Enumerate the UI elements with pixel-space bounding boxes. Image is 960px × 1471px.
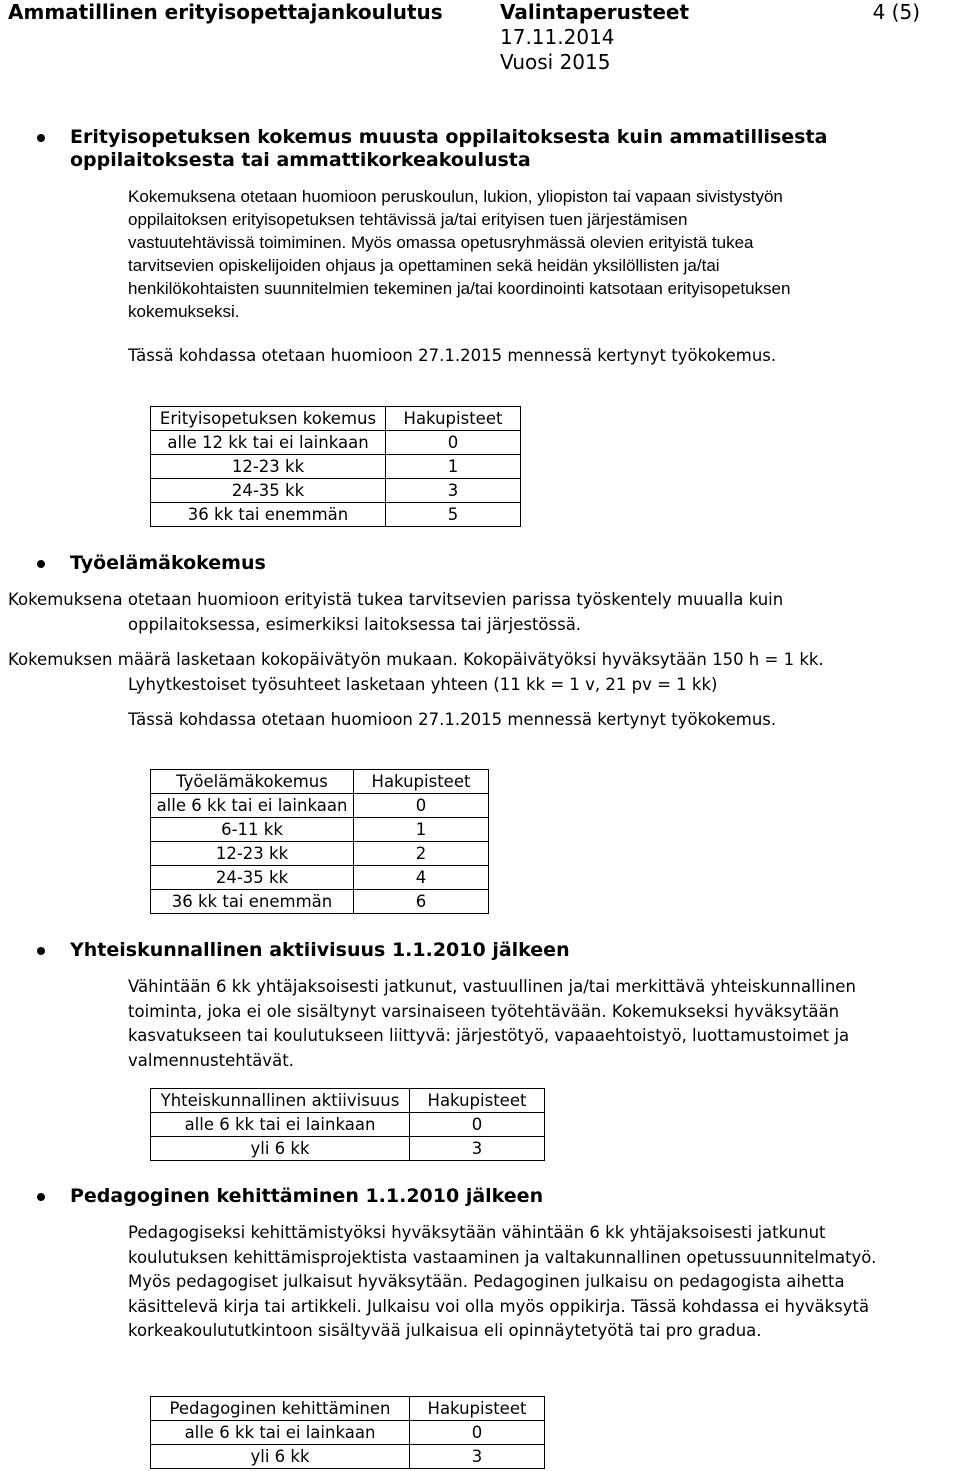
section-3-paragraph bbox=[128, 975, 956, 1073]
table-row bbox=[151, 818, 489, 842]
section-2-paragraph-2 bbox=[8, 648, 956, 697]
section-1-points-table bbox=[150, 406, 521, 527]
document-title: Ammatillinen erityisopettajankoulutus bbox=[8, 0, 443, 24]
paragraph-line: Pedagogiseksi kehittämistyöksi hyväksytään vähintään 6 kk yhtäjaksoisesti jatkunut bbox=[128, 1223, 826, 1242]
table-header-cell: Hakupisteet bbox=[354, 770, 489, 794]
table-row bbox=[151, 866, 489, 890]
table-cell: alle 6 kk tai ei lainkaan bbox=[151, 1421, 410, 1445]
section-2-title-text: Työelämäkokemus bbox=[70, 552, 266, 574]
paragraph-line: Kokemuksen määrä lasketaan kokopäivätyön mukaan. Kokopäivätyöksi hyväksytään 150 h = 1 kk. bbox=[8, 650, 824, 669]
table-cell: 2 bbox=[354, 842, 489, 866]
page-header bbox=[0, 0, 960, 75]
bullet-icon bbox=[37, 560, 45, 568]
table-row bbox=[151, 1421, 545, 1445]
table-header-row bbox=[151, 1089, 545, 1113]
table-cell: 6 bbox=[354, 890, 489, 914]
document-year: Vuosi 2015 bbox=[500, 50, 611, 74]
paragraph-line: korkeakoulututkintoon sisältyvää julkaisua eli opinnäytetyötä tai pro gradua. bbox=[128, 1321, 762, 1340]
table-row bbox=[151, 1137, 545, 1161]
bullet-icon bbox=[37, 134, 45, 142]
table-header-cell: Työelämäkokemus bbox=[151, 770, 354, 794]
table-cell: 0 bbox=[410, 1421, 545, 1445]
section-3-title bbox=[70, 939, 570, 962]
section-4-title-text: Pedagoginen kehittäminen 1.1.2010 jälkeen bbox=[70, 1185, 544, 1207]
table-row bbox=[151, 890, 489, 914]
table-cell: 0 bbox=[410, 1113, 545, 1137]
page-number: 4 (5) bbox=[872, 0, 920, 24]
table-cell: alle 12 kk tai ei lainkaan bbox=[151, 431, 386, 455]
table-header-row bbox=[151, 770, 489, 794]
paragraph-line: käsittelevä kirja tai artikkeli. Julkaisu voi olla myös oppikirja. Tässä kohdassa ei hyväksytä bbox=[128, 1296, 870, 1316]
document-date: 17.11.2014 bbox=[500, 25, 615, 49]
table-cell: 0 bbox=[386, 431, 521, 455]
section-2-points-table bbox=[150, 769, 489, 914]
section-4-title bbox=[70, 1185, 543, 1208]
table-cell: 1 bbox=[386, 455, 521, 479]
table-row bbox=[151, 503, 521, 527]
table-cell: 0 bbox=[354, 794, 489, 818]
table-cell: 3 bbox=[410, 1445, 545, 1469]
section-4-points-table bbox=[150, 1396, 545, 1469]
table-header-cell: Yhteiskunnallinen aktiivisuus bbox=[151, 1089, 410, 1113]
table-row bbox=[151, 431, 521, 455]
paragraph-line: Kokemuksena otetaan huomioon erityistä tukea tarvitsevien parissa työskentely muualla kuin bbox=[8, 590, 784, 609]
paragraph-line: kokemukseksi. bbox=[128, 302, 240, 321]
table-row bbox=[151, 794, 489, 818]
table-header-row bbox=[151, 407, 521, 431]
bullet-icon bbox=[37, 947, 45, 955]
paragraph-line: kasvatukseen tai koulutukseen liittyvä: järjestötyö, vapaaehtoistyö, luottamustoimet ja bbox=[128, 1026, 850, 1045]
table-cell: 12-23 kk bbox=[151, 842, 354, 866]
table-cell: 24-35 kk bbox=[151, 866, 354, 890]
paragraph-line: valmennustehtävät. bbox=[128, 1050, 294, 1070]
paragraph-line: Lyhytkestoiset työsuhteet lasketaan yhteen (11 kk = 1 v, 21 pv = 1 kk) bbox=[128, 674, 718, 694]
section-4-paragraph bbox=[128, 1221, 956, 1344]
table-cell: 4 bbox=[354, 866, 489, 890]
table-header-cell: Hakupisteet bbox=[410, 1089, 545, 1113]
paragraph-line: oppilaitoksen erityisopetuksen tehtävissä ja/tai erityisen tuen järjestämisen bbox=[128, 210, 688, 229]
table-cell: 5 bbox=[386, 503, 521, 527]
table-row bbox=[151, 1113, 545, 1137]
bullet-icon bbox=[37, 1193, 45, 1201]
paragraph-line: oppilaitoksessa, esimerkiksi laitoksessa tai järjestössä. bbox=[128, 614, 582, 634]
paragraph-line: Kokemuksena otetaan huomioon peruskoulun, lukion, yliopiston tai vapaan sivistystyön bbox=[128, 187, 783, 206]
table-cell: 24-35 kk bbox=[151, 479, 386, 503]
table-cell: 12-23 kk bbox=[151, 455, 386, 479]
paragraph-line: Vähintään 6 kk yhtäjaksoisesti jatkunut, vastuullinen ja/tai merkittävä yhteiskunnallinen bbox=[128, 977, 856, 996]
table-cell: 3 bbox=[410, 1137, 545, 1161]
section-1-paragraph bbox=[128, 185, 956, 323]
table-cell: yli 6 kk bbox=[151, 1137, 410, 1161]
table-cell: 36 kk tai enemmän bbox=[151, 503, 386, 527]
table-header-cell: Hakupisteet bbox=[410, 1397, 545, 1421]
table-header-cell: Hakupisteet bbox=[386, 407, 521, 431]
table-cell: 36 kk tai enemmän bbox=[151, 890, 354, 914]
table-row bbox=[151, 1445, 545, 1469]
table-cell: 3 bbox=[386, 479, 521, 503]
section-3-points-table bbox=[150, 1088, 545, 1161]
paragraph-line: vastuutehtävissä toimiminen. Myös omassa opetusryhmässä olevien erityistä tukea bbox=[128, 233, 754, 252]
table-row bbox=[151, 842, 489, 866]
section-1-title-line2: oppilaitoksesta tai ammattikorkeakoulusta bbox=[70, 149, 531, 171]
paragraph-line: Myös pedagogiset julkaisut hyväksytään. Pedagoginen julkaisu on pedagogista aihetta bbox=[128, 1272, 845, 1291]
header-center bbox=[500, 0, 689, 75]
section-1-note: Tässä kohdassa otetaan huomioon 27.1.2015 mennessä kertynyt työkokemus. bbox=[128, 346, 777, 365]
table-header-row bbox=[151, 1397, 545, 1421]
section-2-note: Tässä kohdassa otetaan huomioon 27.1.2015 mennessä kertynyt työkokemus. bbox=[128, 710, 777, 729]
section-3-title-text: Yhteiskunnallinen aktiivisuus 1.1.2010 jälkeen bbox=[70, 939, 570, 961]
section-2-paragraph-1 bbox=[8, 588, 956, 637]
table-header-cell: Pedagoginen kehittäminen bbox=[151, 1397, 410, 1421]
section-1-title bbox=[70, 126, 950, 172]
table-cell: alle 6 kk tai ei lainkaan bbox=[151, 794, 354, 818]
section-1-title-line1: Erityisopetuksen kokemus muusta oppilaitoksesta kuin ammatillisesta bbox=[70, 126, 828, 148]
paragraph-line: henkilökohtaisten suunnitelmien tekeminen ja/tai koordinointi katsotaan erityisopetuksen bbox=[128, 279, 791, 298]
paragraph-line: toiminta, joka ei ole sisältynyt varsinaiseen työtehtävään. Kokemukseksi hyväksytään bbox=[128, 1001, 840, 1021]
table-cell: yli 6 kk bbox=[151, 1445, 410, 1469]
paragraph-line: koulutuksen kehittämisprojektista vastaaminen ja valtakunnallinen opetussuunnitelmatyö. bbox=[128, 1247, 877, 1267]
paragraph-line: tarvitsevien opiskelijoiden ohjaus ja opettaminen sekä heidän yksilöllisten ja/tai bbox=[128, 256, 720, 275]
table-row bbox=[151, 479, 521, 503]
table-header-cell: Erityisopetuksen kokemus bbox=[151, 407, 386, 431]
table-cell: 1 bbox=[354, 818, 489, 842]
section-title: Valintaperusteet bbox=[500, 0, 690, 24]
table-cell: alle 6 kk tai ei lainkaan bbox=[151, 1113, 410, 1137]
table-row bbox=[151, 455, 521, 479]
table-cell: 6-11 kk bbox=[151, 818, 354, 842]
section-2-title bbox=[70, 552, 266, 575]
